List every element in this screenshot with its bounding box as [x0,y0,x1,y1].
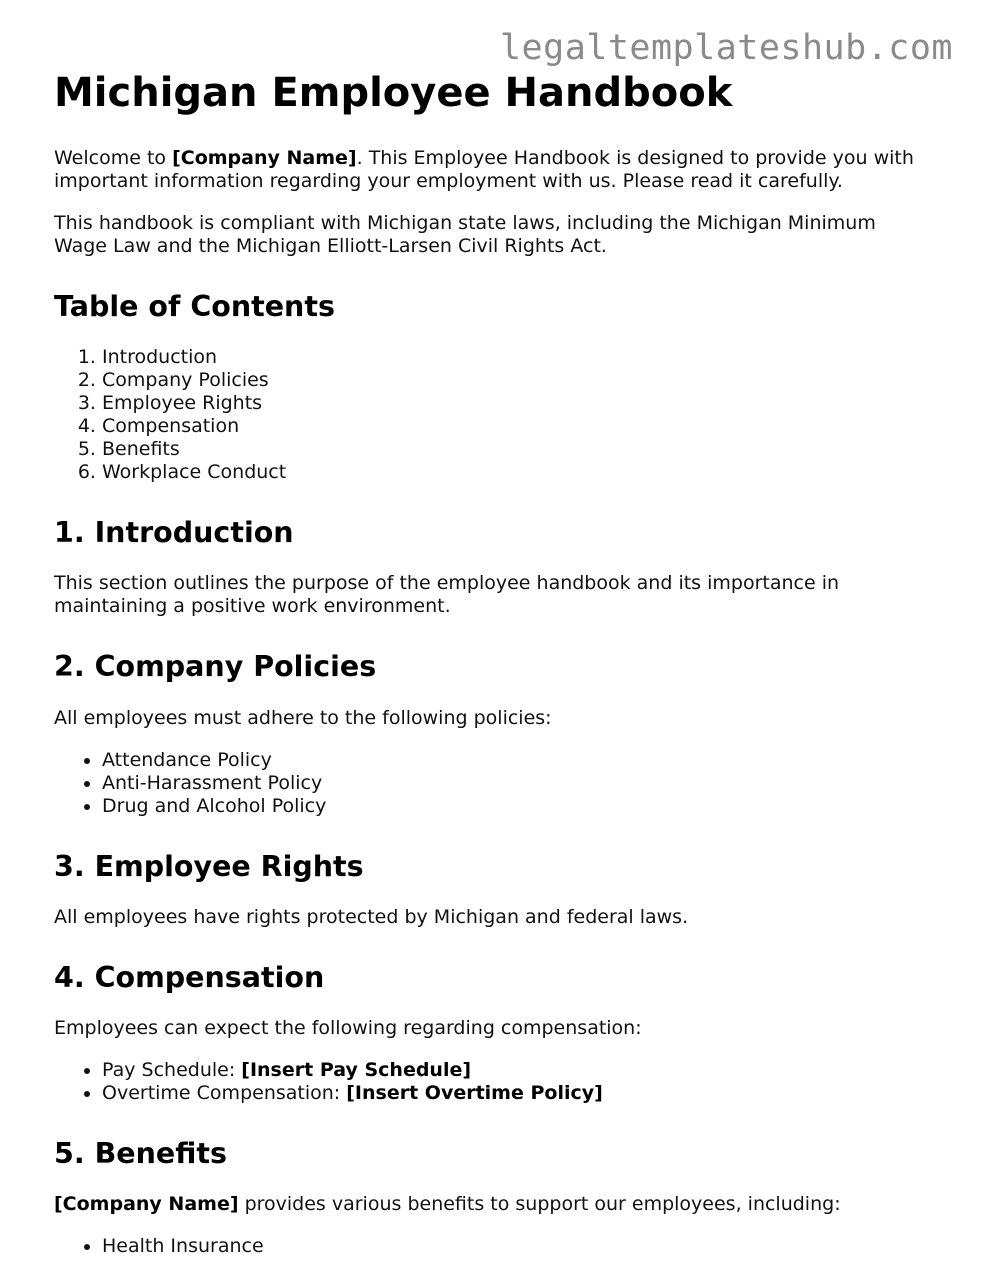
watermark: legaltemplateshub.com [499,28,953,68]
introduction-text: This section outlines the purpose of the employee handbook and its importance in maintaining a positive work environment. [54,572,840,618]
compensation-item [102,1082,934,1105]
benefits-company-placeholder: [Company Name] [54,1193,239,1216]
overtime-placeholder: [Insert Overtime Policy] [346,1081,603,1104]
benefits-list [54,1235,934,1258]
toc-item: 6. Workplace Conduct [102,461,934,484]
toc-item: 3. Employee Rights [102,392,934,415]
company-name-placeholder: [Company Name] [172,147,357,169]
toc-item: 4. Compensation [102,415,934,438]
policies-text: All employees must adhere to the following policies: [54,706,552,729]
document-title: Michigan Employee Handbook [54,70,733,116]
rights-text: All employees have rights protected by Michigan and federal laws. [54,905,689,928]
overtime-label: Overtime Compensation: [102,1081,347,1104]
introduction-heading: 1. Introduction [54,516,294,550]
benefit-item: • Health Insurance [102,1235,934,1258]
compliance-paragraph: This handbook is compliant with Michigan state laws, including the Michigan Minimum Wage Law and the Michigan Elliott-Larsen Civil Rights Act. [54,212,876,257]
pay-schedule-placeholder: [Insert Pay Schedule] [241,1058,472,1081]
pay-schedule-label: Pay Schedule: [102,1058,242,1081]
policy-item: • Anti-Harassment Policy [102,772,934,795]
policies-list [54,749,934,818]
policies-heading: 2. Company Policies [54,650,377,684]
welcome-text: Welcome to [54,147,173,169]
benefits-text-rest: provides various benefits to support our employees, including: [238,1193,841,1216]
toc-item: 5. Benefits [102,438,934,461]
toc-item: 1. Introduction [102,346,934,369]
benefits-heading: 5. Benefits [54,1136,227,1170]
compensation-list [54,1059,934,1105]
compensation-heading: 4. Compensation [54,960,325,994]
welcome-paragraph [54,147,934,193]
welcome-rest: . This Employee Handbook is designed to provide you with important information regarding your employment with us. Please read it carefully. [54,147,914,192]
toc-list [54,346,934,484]
compensation-text: Employees can expect the following regarding compensation: [54,1016,642,1039]
toc-heading: Table of Contents [54,290,335,323]
compensation-item [102,1059,934,1082]
benefits-text [54,1193,934,1216]
rights-heading: 3. Employee Rights [54,849,364,883]
document [54,70,934,1258]
policy-item: • Attendance Policy [102,749,934,772]
toc-item: 2. Company Policies [102,369,934,392]
policy-item: • Drug and Alcohol Policy [102,795,934,818]
